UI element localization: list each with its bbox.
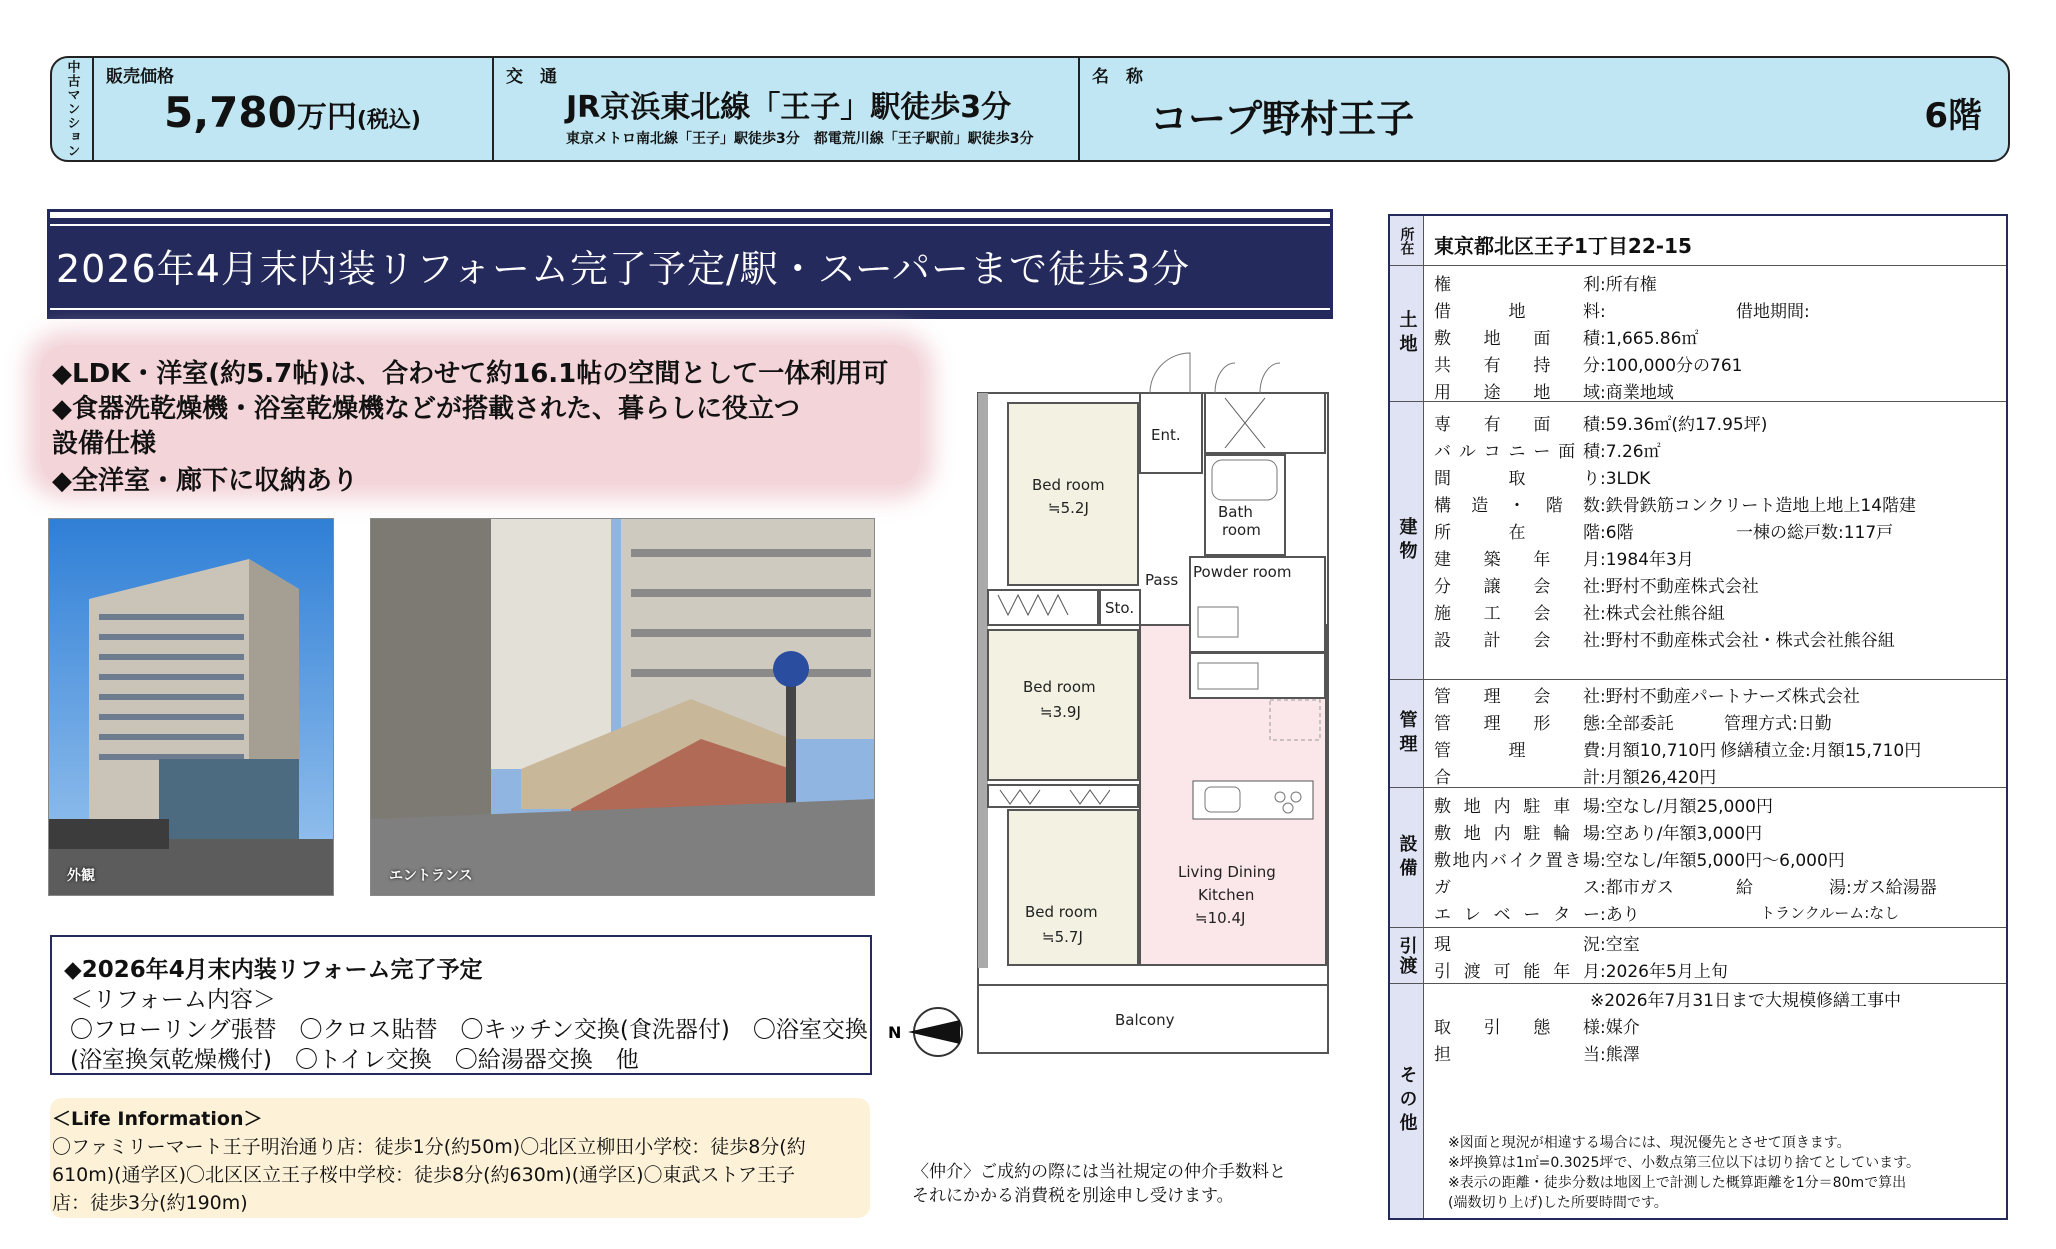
spec-handover-section	[1390, 928, 2006, 984]
fp-ldk-label: Living Dining	[1178, 863, 1276, 881]
spec-equip-section	[1390, 788, 2006, 928]
spec-mgmt-label: 管理	[1390, 680, 1424, 787]
price-value-group	[164, 88, 421, 137]
fp-bed2-label: Bed room	[1023, 678, 1096, 696]
spec-table	[1388, 214, 2008, 1220]
north-label: N	[888, 1023, 902, 1042]
fp-bath-label: Bath	[1218, 503, 1253, 521]
feature-line: ◆食器洗乾燥機・浴室乾燥機などが搭載された、暮らしに役立つ	[52, 394, 800, 424]
fp-ent-label: Ent.	[1151, 426, 1181, 444]
spec-handover-label: 引渡	[1390, 928, 1424, 983]
reform-subtitle: ＜リフォーム内容＞	[70, 987, 276, 1013]
price-unit: 万円	[296, 100, 357, 135]
fp-bath-label-2: room	[1222, 521, 1261, 539]
spec-building-label: 建物	[1390, 402, 1424, 679]
spec-row: 敷地内バイク置き場:空なし/年額5,000円～6,000円	[1434, 851, 1845, 871]
floor-plan-drawing	[960, 345, 1330, 1105]
spec-row: 敷地内駐車場:空なし/月額25,000円	[1434, 797, 1773, 817]
spec-land-section	[1390, 266, 2006, 402]
spec-lease-period: 借地期間:	[1736, 302, 1810, 322]
spec-row: 敷地内駐輪場:空あり/年額3,000円	[1434, 824, 1763, 844]
fp-balcony-label: Balcony	[1115, 1011, 1175, 1029]
spec-equip-label: 設備	[1390, 788, 1424, 927]
brokerage-note: それにかかる消費税を別途申し受けます。	[912, 1186, 1234, 1206]
life-information	[50, 1098, 870, 1218]
brokerage-note: 〈仲介〉ご成約の際には当社規定の仲介手数料と	[912, 1162, 1286, 1182]
fp-bed1-label: Bed room	[1032, 476, 1105, 494]
spec-row: 管理費:月額10,710円	[1434, 741, 1717, 761]
life-title: ＜Life Information＞	[52, 1108, 263, 1130]
transport-main: JR京浜東北線「王子」駅徒歩3分	[566, 90, 1012, 125]
reform-title: ◆2026年4月末内装リフォーム完了予定	[64, 957, 483, 983]
banner-text: 2026年4月末内装リフォーム完了予定/駅・スーパーまで徒歩3分	[56, 247, 1191, 291]
spec-row: 敷地面積:1,665.86㎡	[1434, 329, 1699, 349]
spec-row: 施工会社:株式会社熊谷組	[1434, 604, 1725, 624]
header-bar	[50, 56, 2010, 162]
spec-address: 東京都北区王子1丁目22-15	[1434, 234, 1692, 258]
fp-sto-label: Sto.	[1105, 599, 1135, 617]
fp-bed2-size: ≒3.9J	[1040, 703, 1081, 721]
exterior-photo	[48, 518, 334, 896]
price-value: 5,780	[164, 88, 297, 137]
name-cell	[1078, 58, 2010, 160]
spec-row: ガス:都市ガス	[1434, 878, 1674, 898]
spec-footnote: ※表示の距離・徒歩分数は地図上で計測した概算距離を1分＝80mで算出	[1448, 1175, 1907, 1191]
spec-row: 専有面積:59.36㎡(約17.95坪)	[1434, 415, 1768, 435]
name-label: 名 称	[1092, 67, 1143, 87]
price-cell	[92, 58, 492, 160]
spec-row: 借地料:	[1434, 302, 1606, 322]
spec-row: 合計:月額26,420円	[1434, 768, 1717, 788]
spec-mgmt-method: 管理方式:日勤	[1724, 714, 1832, 734]
spec-footnote: ※坪換算は1㎡=0.3025坪で、小数点第三位以下は切り捨てとしています。	[1448, 1155, 1920, 1171]
spec-hot-water: 給湯:ガス給湯器	[1736, 878, 1937, 898]
fp-bed1-size: ≒5.2J	[1048, 499, 1089, 517]
spec-row: 用途地域:商業地域	[1434, 383, 1674, 403]
spec-footnote: ※図面と現況が相違する場合には、現況優先とさせて頂きます。	[1448, 1135, 1851, 1151]
spec-mgmt-section	[1390, 680, 2006, 788]
spec-row: 建築年月:1984年3月	[1434, 550, 1694, 570]
entrance-photo	[370, 518, 875, 896]
spec-row: 現況:空室	[1434, 935, 1640, 955]
spec-row: エレベーター:あり	[1434, 905, 1640, 925]
transport-label: 交 通	[506, 67, 557, 87]
spec-row: 共有持分:100,000分の761	[1434, 356, 1743, 376]
fp-ldk-size: ≒10.4J	[1195, 909, 1246, 927]
life-line: 店：徒歩3分(約190m)	[52, 1192, 248, 1214]
spec-row: 構造・階数:鉄骨鉄筋コンクリート造地上地上14階建	[1434, 496, 1917, 516]
spec-other-note: ※2026年7月31日まで大規模修繕工事中	[1590, 991, 1901, 1011]
spec-address-label: 所在	[1390, 216, 1424, 265]
spec-row: 取引態様:媒介	[1434, 1018, 1640, 1038]
spec-address-section	[1390, 216, 2006, 266]
feature-line: ◆LDK・洋室(約5.7帖)は、合わせて約16.1帖の空間として一体利用可	[52, 359, 889, 389]
entrance-illustration	[371, 519, 874, 895]
spec-row: 所在階:6階	[1434, 523, 1634, 543]
spec-building-section	[1390, 402, 2006, 680]
spec-row: 管理形態:全部委託	[1434, 714, 1674, 734]
price-label: 販売価格	[106, 67, 174, 87]
fp-pass-label: Pass	[1145, 571, 1179, 589]
transport-sub: 東京メトロ南北線「王子」駅徒歩3分 都電荒川線「王子駅前」駅徒歩3分	[566, 131, 1034, 147]
property-type-label: 中古マンション	[64, 60, 80, 158]
spec-row: 引渡可能年月:2026年5月上旬	[1434, 962, 1728, 982]
spec-land-label: 土地	[1390, 266, 1424, 401]
spec-other-section	[1390, 984, 2006, 1218]
spec-row: 管理会社:野村不動産パートナーズ株式会社	[1434, 687, 1860, 707]
feature-line: ◆全洋室・廊下に収納あり	[52, 466, 358, 496]
property-floor: 6階	[1924, 96, 1982, 136]
spec-row: 担当:熊澤	[1434, 1045, 1640, 1065]
feature-line: 設備仕様	[52, 429, 157, 459]
spec-row: 設計会社:野村不動産株式会社・株式会社熊谷組	[1434, 631, 1895, 651]
price-tax: (税込)	[356, 108, 421, 133]
exterior-illustration	[49, 519, 333, 895]
property-name: コープ野村王子	[1150, 97, 1415, 141]
fp-bed3-label: Bed room	[1025, 903, 1098, 921]
north-compass	[888, 1002, 968, 1062]
floor-plan	[960, 345, 1330, 1105]
fp-ldk-label-2: Kitchen	[1198, 886, 1255, 904]
life-line: 610m)(通学区)〇北区区立王子桜中学校：徒歩8分(約630m)(通学区)〇東武ストア王子	[52, 1164, 795, 1186]
spec-row: バルコニー面積:7.26㎡	[1434, 442, 1661, 462]
spec-other-label: その他	[1390, 984, 1424, 1218]
life-line: 〇ファミリーマート王子明治通り店：徒歩1分(約50m)〇北区立柳田小学校：徒歩8分(約	[52, 1136, 806, 1158]
reform-line: (浴室換気乾燥機付) 〇トイレ交換 〇給湯器交換 他	[70, 1047, 639, 1073]
transport-cell	[492, 58, 1078, 160]
fp-bed3-size: ≒5.7J	[1042, 928, 1083, 946]
spec-row: 権利:所有権	[1434, 275, 1657, 295]
spec-footnote: (端数切り上げ)した所要時間です。	[1448, 1195, 1668, 1211]
spec-repair-fund: 修繕積立金:月額15,710円	[1720, 741, 1922, 761]
fp-powder-label: Powder room	[1193, 563, 1292, 581]
spec-trunk-room: トランクルーム:なし	[1760, 904, 1900, 922]
spec-row: 分譲会社:野村不動産株式会社	[1434, 577, 1759, 597]
spec-row: 間取り:3LDK	[1434, 469, 1651, 489]
headline-banner	[50, 212, 1330, 316]
reform-line: 〇フローリング張替 〇クロス貼替 〇キッチン交換(食洗器付) 〇浴室交換	[70, 1017, 868, 1043]
spec-total-units: 一棟の総戸数:117戸	[1736, 523, 1894, 543]
exterior-caption: 外観	[67, 868, 95, 884]
entrance-caption: エントランス	[389, 868, 473, 884]
reform-box	[50, 935, 872, 1075]
